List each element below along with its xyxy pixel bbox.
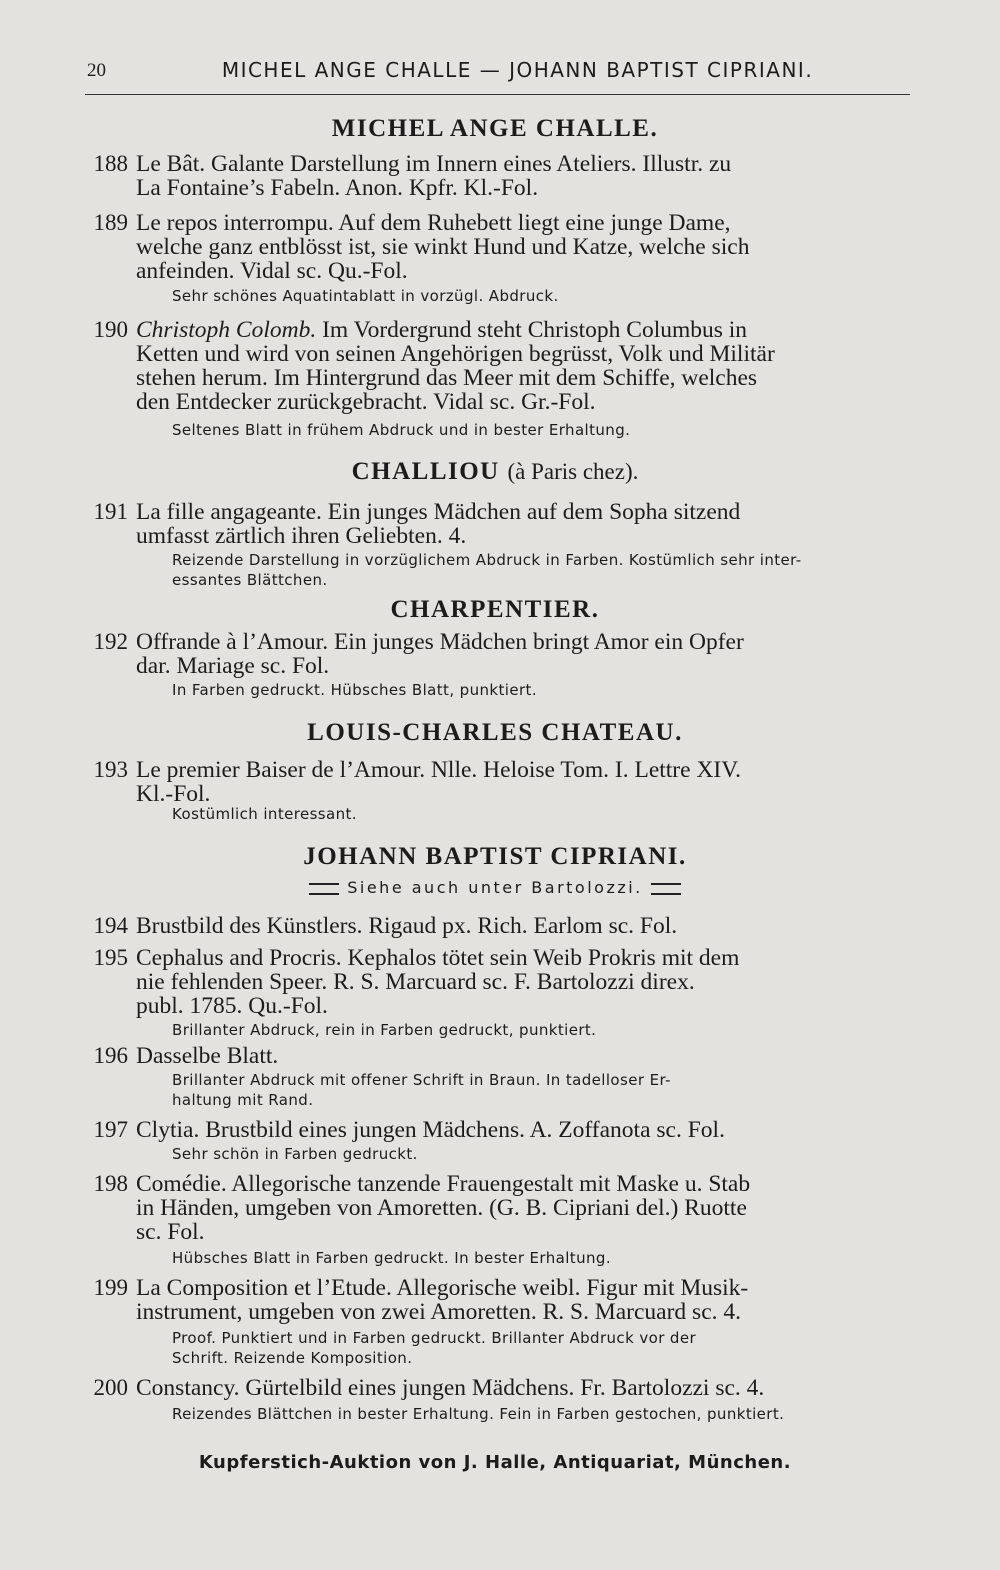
section-heading: JOHANN BAPTIST CIPRIANI. [303, 843, 687, 870]
entry-line-rest: Im Vordergrund steht Christoph Columbus in [322, 317, 748, 343]
entry-line: La Composition et l’Etude. Allegorische weibl. Figur mit Musik- [136, 1275, 749, 1301]
entry-text [136, 1376, 910, 1400]
entry-text [136, 758, 910, 806]
entry-line: nie fehlenden Speer. R. S. Marcuard sc. F. Bartolozzi direx. [136, 969, 695, 995]
section-heading-text: CHALLIOU [351, 458, 500, 485]
entry-line: welche ganz entblösst ist, sie winkt Hund und Katze, welche sich [136, 234, 750, 260]
entry-text [136, 630, 910, 678]
entry-note [172, 1328, 892, 1368]
entry-text [136, 946, 910, 1018]
entry-note [172, 1070, 892, 1110]
entry-line: Brustbild des Künstlers. Rigaud px. Rich. Earlom sc. Fol. [136, 913, 678, 939]
entry-number: 192 [93, 629, 128, 654]
entry-line: publ. 1785. Qu.-Fol. [136, 993, 328, 1019]
entry-line: Comédie. Allegorische tanzende Frauengestalt mit Maske u. Stab [136, 1171, 751, 1197]
entry-line: Cephalus and Procris. Kephalos tötet sein Weib Prokris mit dem [136, 945, 740, 971]
entry-note: Sehr schönes Aquatintablatt in vorzügl. Abdruck. [172, 287, 559, 305]
page-footer: Kupferstich-Auktion von J. Halle, Antiquariat, München. [198, 1452, 792, 1473]
entry-line: in Händen, umgeben von Amoretten. (G. B. Cipriani del.) Ruotte [136, 1195, 747, 1221]
section-heading: LOUIS-CHARLES CHATEAU. [307, 719, 683, 746]
note-line: Brillanter Abdruck mit offener Schrift in Braun. In tadelloser Er- [172, 1071, 671, 1089]
entry-line [136, 318, 910, 342]
entry-note: Sehr schön in Farben gedruckt. [172, 1145, 418, 1163]
entry-number: 200 [93, 1375, 128, 1400]
entry-number: 189 [93, 210, 128, 235]
entry-line: La Fontaine’s Fabeln. Anon. Kpfr. Kl.-Fol. [136, 175, 539, 201]
entry-number: 188 [93, 151, 128, 176]
entry-line: Dasselbe Blatt. [136, 1043, 279, 1069]
entry-note: Reizendes Blättchen in bester Erhaltung. Fein in Farben gestochen, punktiert. [172, 1405, 785, 1423]
entry-note: Hübsches Blatt in Farben gedruckt. In bester Erhaltung. [172, 1249, 611, 1267]
entry-number: 195 [93, 945, 128, 970]
entry-line: den Entdecker zurückgebracht. Vidal sc. Gr.-Fol. [136, 389, 596, 415]
entry-text [136, 318, 910, 414]
page-number: 20 [87, 60, 106, 81]
entry-note [172, 550, 892, 590]
entry-number: 198 [93, 1171, 128, 1196]
entry-line: Clytia. Brustbild eines jungen Mädchens. A. Zoffanota sc. Fol. [136, 1117, 725, 1143]
section-subheading: (à Paris chez). [507, 459, 639, 484]
entry-number: 196 [93, 1043, 128, 1068]
entry-line: dar. Mariage sc. Fol. [136, 653, 330, 679]
entry-line: umfasst zärtlich ihren Geliebten. 4. [136, 523, 467, 549]
note-line: Proof. Punktiert und in Farben gedruckt. Brillanter Abdruck vor der [172, 1329, 697, 1347]
see-also-note [80, 878, 910, 897]
entry-note: Seltenes Blatt in frühem Abdruck und in bester Erhaltung. [172, 421, 631, 439]
section-heading: CHARPENTIER. [390, 596, 600, 623]
note-line: haltung mit Rand. [172, 1091, 314, 1109]
entry-number: 199 [93, 1275, 128, 1300]
section-heading [80, 458, 910, 486]
entry-number: 197 [93, 1117, 128, 1142]
entry-line: Constancy. Gürtelbild eines jungen Mädchens. Fr. Bartolozzi sc. 4. [136, 1375, 765, 1401]
entry-text [136, 500, 910, 548]
entry-note: In Farben gedruckt. Hübsches Blatt, punktiert. [172, 681, 537, 699]
double-rule-right [651, 883, 681, 895]
section-heading: MICHEL ANGE CHALLE. [331, 115, 659, 142]
entry-text [136, 1172, 910, 1244]
entry-line: anfeinden. Vidal sc. Qu.-Fol. [136, 258, 408, 284]
entry-text [136, 1276, 910, 1324]
entry-line: instrument, umgeben von zwei Amoretten. R. S. Marcuard sc. 4. [136, 1299, 741, 1325]
entry-line: La fille angageante. Ein junges Mädchen auf dem Sopha sitzend [136, 499, 741, 525]
entry-text [136, 914, 910, 938]
note-line: Schrift. Reizende Komposition. [172, 1349, 413, 1367]
entry-line: Le repos interrompu. Auf dem Ruhebett liegt eine junge Dame, [136, 210, 731, 236]
entry-line: Ketten und wird von seinen Angehörigen begrüsst, Volk und Militär [136, 341, 775, 367]
entry-line: Kl.-Fol. [136, 781, 211, 807]
entry-text [136, 1118, 910, 1142]
running-head [85, 58, 910, 95]
entry-note: Kostümlich interessant. [172, 805, 357, 823]
entry-line: Le Bât. Galante Darstellung im Innern eines Ateliers. Illustr. zu [136, 151, 732, 177]
entry-text [136, 211, 910, 283]
note-line: Reizende Darstellung in vorzüglichem Abdruck in Farben. Kostümlich sehr inter- [172, 551, 802, 569]
entry-title-italic: Christoph Colomb. [136, 317, 317, 343]
entry-line: sc. Fol. [136, 1219, 205, 1245]
double-rule-left [309, 883, 339, 895]
running-title: MICHEL ANGE CHALLE — JOHANN BAPTIST CIPRIANI. [221, 58, 814, 82]
entry-line: Offrande à l’Amour. Ein junges Mädchen bringt Amor ein Opfer [136, 629, 744, 655]
entry-text [136, 152, 910, 200]
entry-number: 190 [93, 317, 128, 342]
entry-line: stehen herum. Im Hintergrund das Meer mit dem Schiffe, welches [136, 365, 758, 391]
note-line: essantes Blättchen. [172, 571, 328, 589]
see-also-text: Siehe auch unter Bartolozzi. [347, 878, 643, 897]
entry-text [136, 1044, 910, 1068]
entry-note: Brillanter Abdruck, rein in Farben gedruckt, punktiert. [172, 1021, 597, 1039]
entry-number: 193 [93, 757, 128, 782]
entry-number: 194 [93, 913, 128, 938]
entry-number: 191 [93, 499, 128, 524]
entry-line: Le premier Baiser de l’Amour. Nlle. Heloise Tom. I. Lettre XIV. [136, 757, 742, 783]
